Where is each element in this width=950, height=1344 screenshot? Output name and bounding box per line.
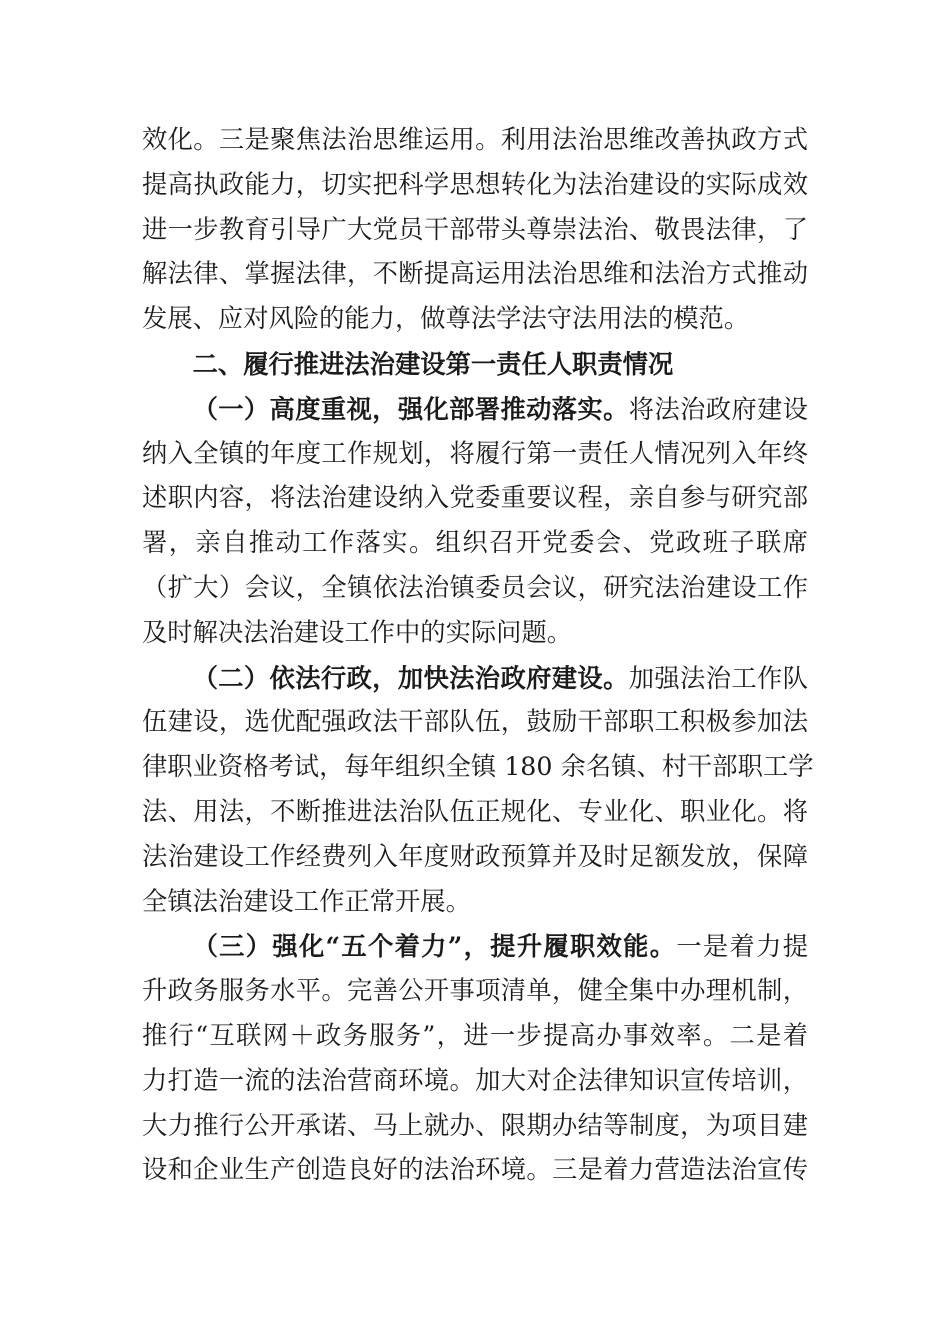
lead-emphasis-text: （三）强化“五个着力”，提升履职效能。 <box>192 931 677 962</box>
body-text: 纳入全镇的年度工作规划，将履行第一责任人情况列入年终 <box>142 438 808 468</box>
text-line <box>142 969 808 1014</box>
text-line <box>142 1104 808 1149</box>
lead-emphasis-text: （一）高度重视，强化部署推动落实。 <box>192 393 629 424</box>
text-line <box>142 1059 808 1104</box>
text-line <box>142 790 808 835</box>
body-text: （扩大）会议，全镇依法治镇委员会议，研究法治建设工作 <box>142 572 808 602</box>
body-text: 发展、应对风险的能力，做尊法学法守法用法的模范。 <box>142 304 750 334</box>
section-heading <box>142 342 808 387</box>
paragraph-continuation <box>142 118 808 342</box>
text-line <box>142 297 808 342</box>
document-content <box>142 118 814 1193</box>
body-text: 加强法治工作队 <box>628 663 808 693</box>
paragraph-item-1 <box>142 387 808 656</box>
text-line <box>142 835 808 880</box>
body-text: 一是着力提 <box>676 932 808 962</box>
body-text: 进一步教育引导广大党员干部带头尊崇法治、敬畏法律，了 <box>142 214 808 244</box>
lead-emphasis-text: （二）依法行政，加快法治政府建设。 <box>192 662 629 693</box>
text-line <box>142 342 808 387</box>
body-text: 解法律、掌握法律，不断提高运用法治思维和法治方式推动 <box>142 259 808 289</box>
body-text: 署，亲自推动工作落实。组织召开党委会、党政班子联席 <box>142 528 808 558</box>
body-text: 伍建设，选优配强政法干部队伍，鼓励干部职工积极参加法 <box>142 707 808 737</box>
body-text: 律职业资格考试，每年组织全镇 180 余名镇、村干部职工学 <box>142 752 814 782</box>
text-line <box>142 118 808 163</box>
body-text: 将法治政府建设 <box>628 394 808 424</box>
body-text: 法治建设工作经费列入年度财政预算并及时足额发放，保障 <box>142 841 808 871</box>
text-line <box>142 566 808 611</box>
text-line <box>142 432 808 477</box>
body-text: 法、用法，不断推进法治队伍正规化、专业化、职业化。将 <box>142 796 808 826</box>
text-line <box>142 521 808 566</box>
text-line <box>142 163 808 208</box>
text-line <box>142 700 808 745</box>
body-text: 大力推行公开承诺、马上就办、限期办结等制度，为项目建 <box>142 1110 808 1140</box>
body-text: 效化。三是聚焦法治思维运用。利用法治思维改善执政方式 <box>142 125 808 154</box>
text-line <box>142 387 808 432</box>
body-text: 述职内容，将法治建设纳入党委重要议程，亲自参与研究部 <box>142 483 808 513</box>
text-line <box>142 1148 808 1193</box>
text-line <box>142 656 808 701</box>
body-text: 及时解决法治建设工作中的实际问题。 <box>142 617 573 647</box>
text-line <box>142 924 808 969</box>
paragraph-item-3 <box>142 924 808 1193</box>
text-line <box>142 611 808 656</box>
body-text: 全镇法治建设工作正常开展。 <box>142 886 471 916</box>
body-text: 二、履行推进法治建设第一责任人职责情况 <box>192 348 674 379</box>
body-text: 推行“互联网＋政务服务”，进一步提高办事效率。二是着 <box>142 1020 808 1050</box>
text-line <box>142 880 808 925</box>
text-line <box>142 252 808 297</box>
text-line <box>142 1014 808 1059</box>
text-line <box>142 208 808 253</box>
paragraph-item-2 <box>142 656 814 925</box>
body-text: 设和企业生产创造良好的法治环境。三是着力营造法治宣传 <box>142 1155 808 1185</box>
body-text: 升政务服务水平。完善公开事项清单，健全集中办理机制， <box>142 976 808 1006</box>
body-text: 力打造一流的法治营商环境。加大对企法律知识宣传培训， <box>142 1065 808 1095</box>
text-line <box>142 745 814 790</box>
text-line <box>142 476 808 521</box>
body-text: 提高执政能力，切实把科学思想转化为法治建设的实际成效 <box>142 169 808 199</box>
